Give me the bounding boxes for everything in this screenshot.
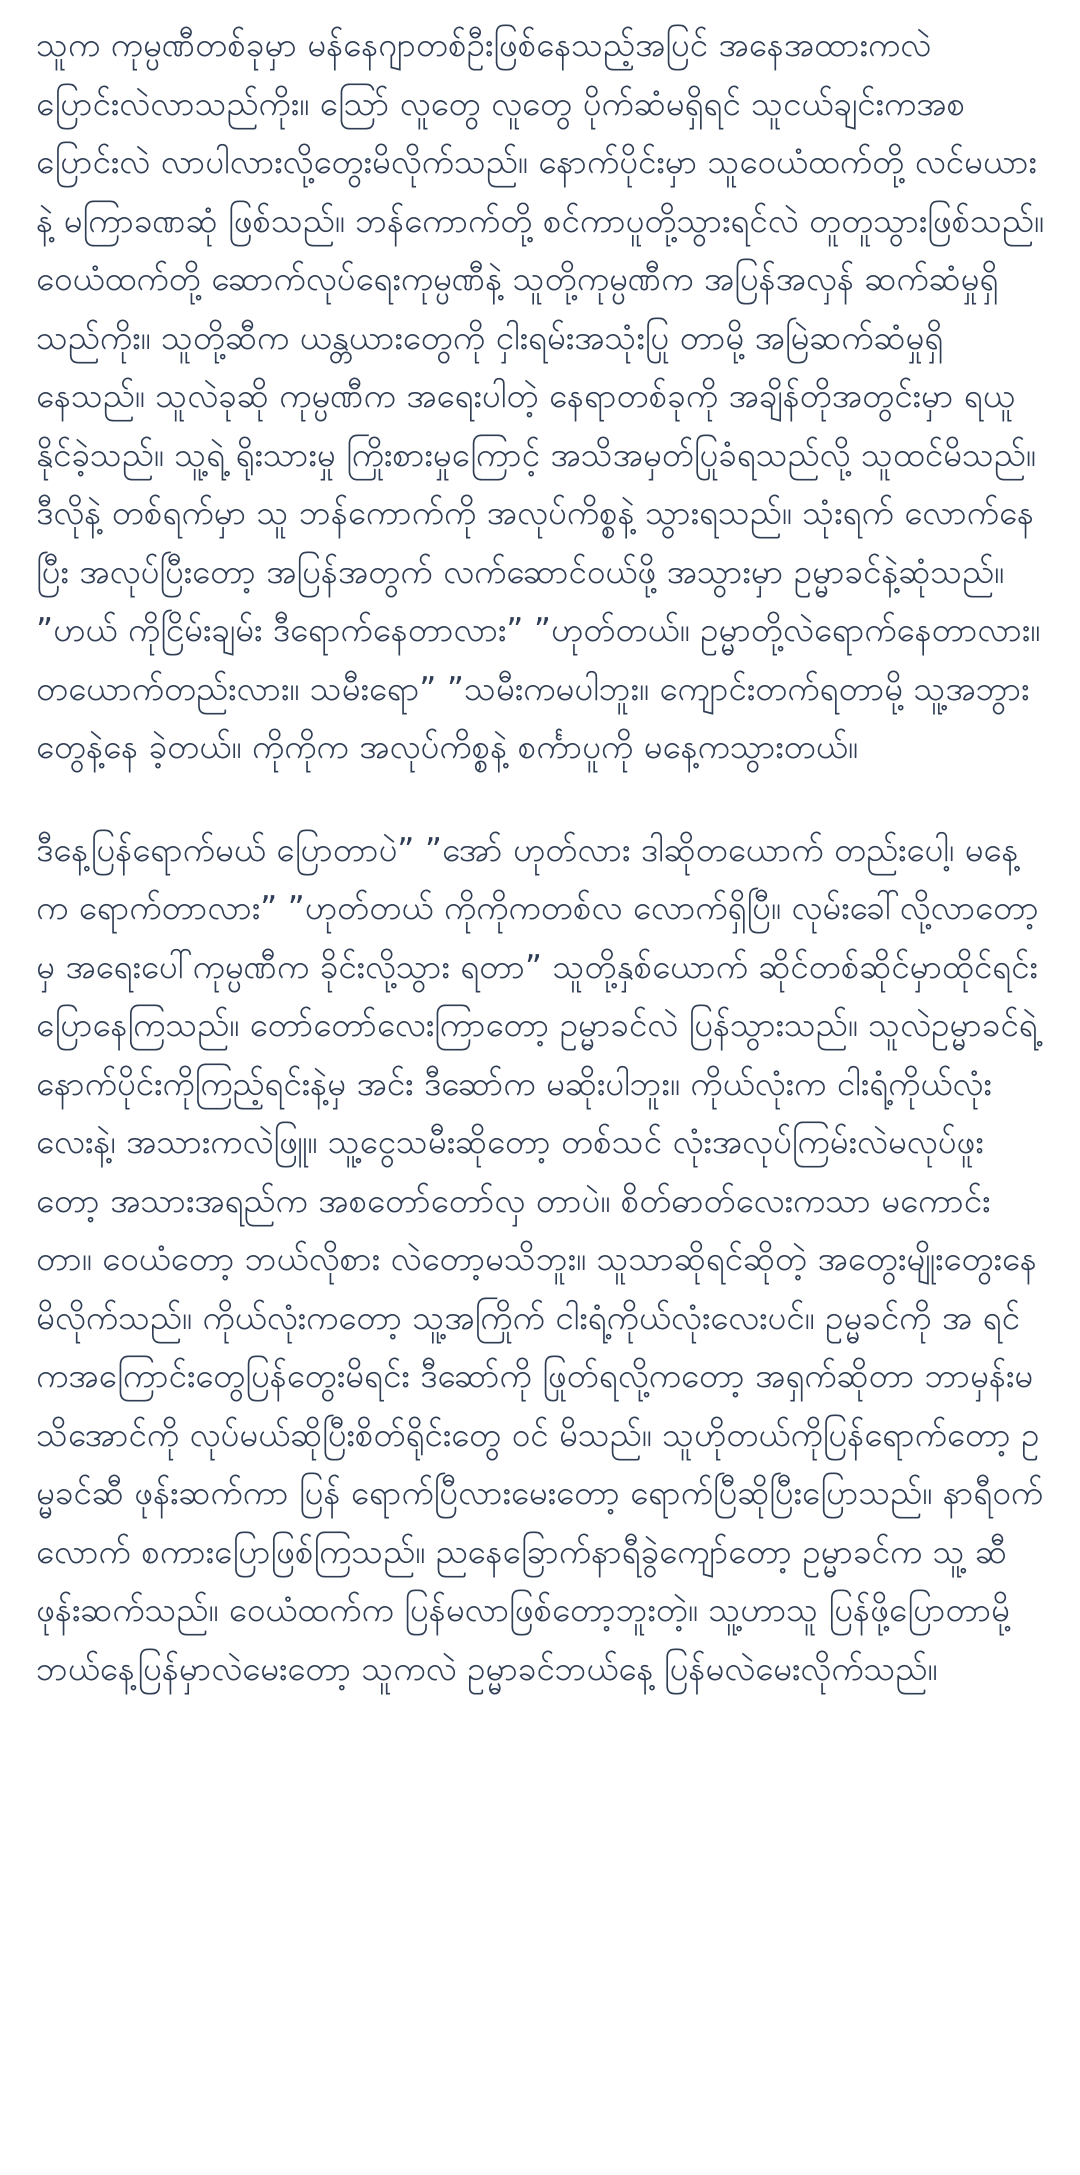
paragraph-2: ဒီနေ့ပြန်ရောက်မယ် ပြောတာပဲ” ”အော် ဟုတ်လား ဒါဆိုတယောက် တည်းပေါ့၊ မနေ့က ရောက်တာလား” ”ဟုတ်တယ် ကိုကိုကတစ်လ လောက်ရှိပြီ။ လုမ်းခေါ်လို့လာတော့မှ အရေးပေါ်ကုမ္ပဏီက ခိုင်းလို့သွား ရတာ” သူတို့နှစ်ယောက် ဆိုင်တစ်ဆိုင်မှာထိုင်ရင်း ပြောနေကြသည်။ တော်တော်လေးကြာတော့ ဥမ္မာခင်လဲ ပြန်သွားသည်။ သူလဲဥမ္မာခင်ရဲ့ နောက်ပိုင်းကိုကြည့်ရင်းနဲ့မှ အင်း ဒီဆော်က မဆိုးပါဘူး။ ကိုယ်လုံးက ငါးရံ့ကိုယ်လုံးလေးနဲ့၊ အသားကလဲဖြူ။ သူ့ငွေသမီးဆိုတော့ တစ်သင် လုံးအလုပ်ကြမ်းလဲမလုပ်ဖူးတော့ အသားအရည်က အစတော်တော်လှ တာပဲ။ စိတ်ဓာတ်လေးကသာ မကောင်းတာ။ ဝေယံတော့ ဘယ်လိုစား လဲတော့မသိဘူး။ သူသာဆိုရင်ဆိုတဲ့ အတွေးမျိုးတွေးနေမိလိုက်သည်။ ကိုယ်လုံးကတော့ သူ့အကြိုက် ငါးရံ့ကိုယ်လုံးလေးပင်။ ဥမ္မခင်ကို အ ရင်ကအကြောင်းတွေပြန်တွေးမိရင်း ဒီဆော်ကို ဖြုတ်ရလို့ကတော့ အရှက်ဆိုတာ ဘာမှန်းမသိအောင်ကို လုပ်မယ်ဆိုပြီးစိတ်ရိုင်းတွေ ဝင် မိသည်။ သူဟိုတယ်ကိုပြန်ရောက်တော့ ဥမ္မခင်ဆီ ဖုန်းဆက်ကာ ပြန် ရောက်ပြီလားမေးတော့ ရောက်ပြီဆိုပြီးပြောသည်။ နာရီဝက်လောက် စကားပြောဖြစ်ကြသည်။ ညနေခြောက်နာရီခွဲကျော်တော့ ဥမ္မာခင်က သူ့ ဆီဖုန်းဆက်သည်။ ဝေယံထက်က ပြန်မလာဖြစ်တော့ဘူးတဲ့။ သူ့ဟာသူ ပြန်ဖို့ပြောတာမို့ ဘယ်နေ့ပြန်မှာလဲမေးတော့ သူကလဲ ဥမ္မာခင်ဘယ်နေ့ ပြန်မလဲမေးလိုက်သည်။ xyxy=(36,829,1044,1688)
article-body xyxy=(36,16,1046,1698)
paragraph-1: သူက ကုမ္ပဏီတစ်ခုမှာ မန်နေဂျာတစ်ဦးဖြစ်နေသည့်အပြင် အနေအထားကလဲ ပြောင်းလဲလာသည်ကိုး။ ဩော် လူတွေ လူတွေ ပိုက်ဆံမရှိရင် သူငယ်ချင်းကအစ ပြောင်းလဲ လာပါလားလို့တွေးမိလိုက်သည်။ နောက်ပိုင်းမှာ သူဝေယံထက်တို့ လင်မယားနဲ့ မကြာခဏဆုံ ဖြစ်သည်။ ဘန်ကောက်တို့ စင်ကာပူတို့သွားရင်လဲ တူတူသွားဖြစ်သည်။ ဝေယံထက်တို့ ဆောက်လုပ်ရေးကုမ္ပဏီနဲ့ သူတို့ကုမ္ပဏီက အပြန်အလှန် ဆက်ဆံမှုရှိသည်ကိုး။ သူတို့ဆီက ယန္တယားတွေကို ငှါးရမ်းအသုံးပြု တာမို့ အမြဲဆက်ဆံမှုရှိနေသည်။ သူလဲခုဆို ကုမ္ပဏီက အရေးပါတဲ့ နေရာတစ်ခုကို အချိန်တိုအတွင်းမှာ ရယူနိုင်ခဲ့သည်။ သူ့ရဲ့ ရိုးသားမှု ကြိုးစားမှုကြောင့် အသိအမှတ်ပြုခံရသည်လို့ သူထင်မိသည်။ ဒီလိုနဲ့ တစ်ရက်မှာ သူ ဘန်ကောက်ကို အလုပ်ကိစ္စနဲ့ သွားရသည်။ သုံးရက် လောက်နေပြီး အလုပ်ပြီးတော့ အပြန်အတွက် လက်ဆောင်ဝယ်ဖို့ အသွားမှာ ဥမ္မာခင်နဲ့ဆုံသည်။ ”ဟယ် ကိုငြိမ်းချမ်း ဒီရောက်နေတာလား” ”ဟုတ်တယ်။ ဥမ္မာတို့လဲရောက်နေတာလား။ တယောက်တည်းလား။ သမီးရော” ”သမီးကမပါဘူး။ ကျောင်းတက်ရတာမို့ သူ့အဘွားတွေနဲ့နေ ခဲ့တယ်။ ကိုကိုက အလုပ်ကိစ္စနဲ့ စင်္ကာပူကို မနေ့ကသွားတယ်။ xyxy=(36,25,1044,766)
